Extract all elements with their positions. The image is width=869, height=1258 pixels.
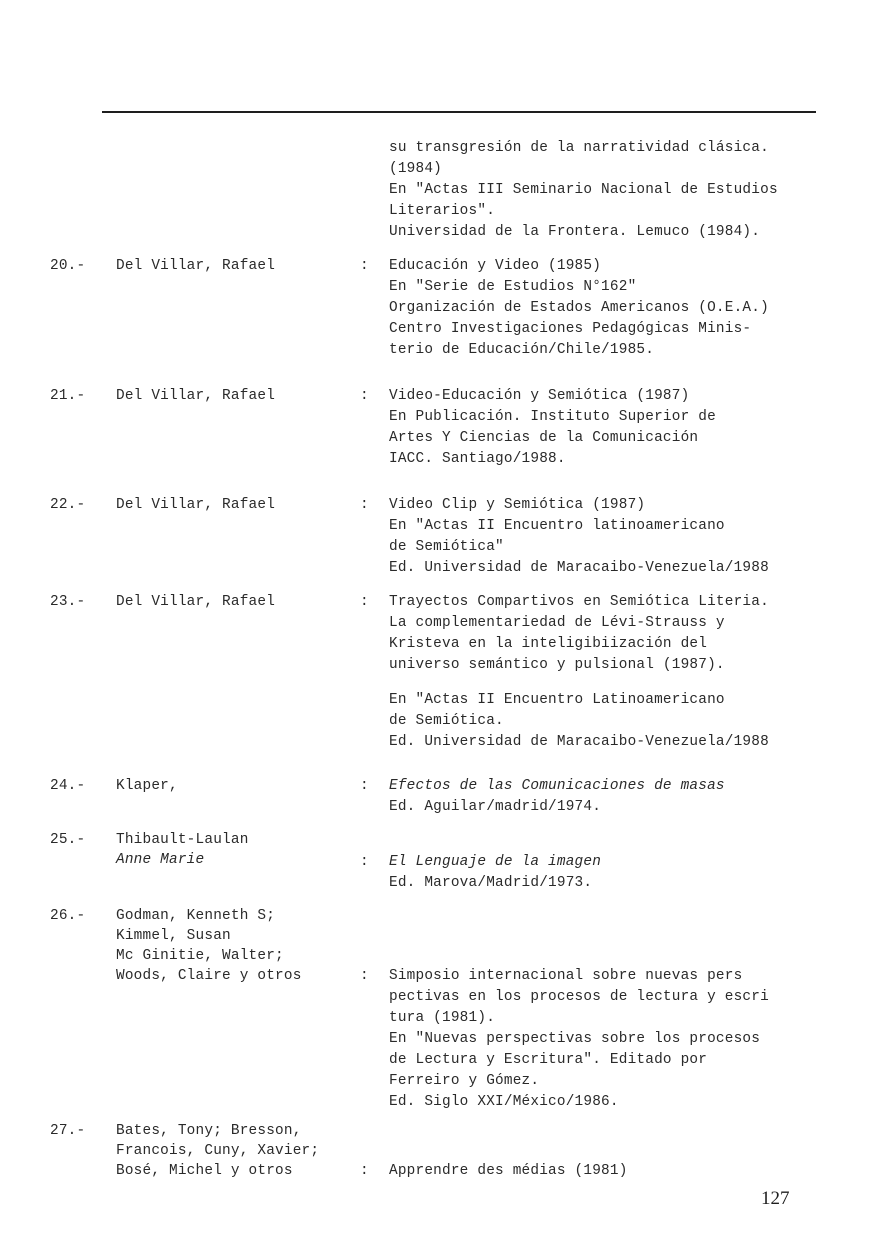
entry-line: En "Actas III Seminario Nacional de Estudios bbox=[389, 182, 778, 198]
entry-line: En "Nuevas perspectivas sobre los procesos bbox=[389, 1031, 761, 1047]
entry-title: Video-Educación y Semiótica (1987) bbox=[389, 388, 690, 404]
entry-title: Efectos de las Comunicaciones de masas bbox=[389, 778, 725, 794]
entry-number: 25.- bbox=[50, 832, 86, 848]
top-rule bbox=[102, 111, 816, 113]
entry-author: Woods, Claire y otros bbox=[116, 968, 302, 984]
entry-separator: : bbox=[360, 778, 369, 794]
entry-line: Artes Y Ciencias de la Comunicación bbox=[389, 430, 699, 446]
entry-line: Centro Investigaciones Pedagógicas Minis- bbox=[389, 321, 752, 337]
entry-line: Ed. Marova/Madrid/1973. bbox=[389, 875, 593, 891]
entry-author: Anne Marie bbox=[116, 852, 205, 868]
entry-line: Ed. Aguilar/madrid/1974. bbox=[389, 799, 602, 815]
entry-line: de Lectura y Escritura". Editado por bbox=[389, 1052, 708, 1068]
entry-author: Del Villar, Rafael bbox=[116, 594, 276, 610]
entry-line: Ferreiro y Gómez. bbox=[389, 1073, 540, 1089]
entry-line: su transgresión de la narratividad clásica. bbox=[389, 140, 769, 156]
entry-separator: : bbox=[360, 258, 369, 274]
entry-title: El Lenguaje de la imagen bbox=[389, 854, 602, 870]
entry-line: terio de Educación/Chile/1985. bbox=[389, 342, 655, 358]
entry-separator: : bbox=[360, 497, 369, 513]
entry-title: Simposio internacional sobre nuevas pers bbox=[389, 968, 743, 984]
entry-author: Mc Ginitie, Walter; bbox=[116, 948, 284, 964]
entry-line: tura (1981). bbox=[389, 1010, 496, 1026]
entry-line: Universidad de la Frontera. Lemuco (1984). bbox=[389, 224, 761, 240]
entry-author: Bosé, Michel y otros bbox=[116, 1163, 293, 1179]
entry-author: Klaper, bbox=[116, 778, 178, 794]
entry-author: Del Villar, Rafael bbox=[116, 258, 276, 274]
entry-line: Ed. Siglo XXI/México/1986. bbox=[389, 1094, 619, 1110]
entry-line: En "Serie de Estudios N°162" bbox=[389, 279, 637, 295]
entry-title: Apprendre des médias (1981) bbox=[389, 1163, 628, 1179]
entry-separator: : bbox=[360, 594, 369, 610]
entry-number: 27.- bbox=[50, 1123, 86, 1139]
entry-separator: : bbox=[360, 968, 369, 984]
entry-number: 22.- bbox=[50, 497, 86, 513]
entry-number: 23.- bbox=[50, 594, 86, 610]
entry-line: En "Actas II Encuentro Latinoamericano bbox=[389, 692, 725, 708]
entry-author: Bates, Tony; Bresson, bbox=[116, 1123, 302, 1139]
entry-line: de Semiótica. bbox=[389, 713, 504, 729]
page-number: 127 bbox=[761, 1188, 790, 1209]
entry-line: pectivas en los procesos de lectura y escri bbox=[389, 989, 769, 1005]
entry-number: 26.- bbox=[50, 908, 86, 924]
entry-separator: : bbox=[360, 1163, 369, 1179]
entry-author: Francois, Cuny, Xavier; bbox=[116, 1143, 320, 1159]
entry-line: Ed. Universidad de Maracaibo-Venezuela/1988 bbox=[389, 560, 769, 576]
entry-author: Godman, Kenneth S; bbox=[116, 908, 276, 924]
entry-line: de Semiótica" bbox=[389, 539, 504, 555]
entry-title: Video Clip y Semiótica (1987) bbox=[389, 497, 646, 513]
entry-number: 20.- bbox=[50, 258, 86, 274]
entry-line: universo semántico y pulsional (1987). bbox=[389, 657, 725, 673]
entry-line: (1984) bbox=[389, 161, 443, 177]
entry-line: La complementariedad de Lévi-Strauss y bbox=[389, 615, 725, 631]
entry-line: IACC. Santiago/1988. bbox=[389, 451, 566, 467]
entry-separator: : bbox=[360, 388, 369, 404]
entry-line: En Publicación. Instituto Superior de bbox=[389, 409, 716, 425]
entry-number: 21.- bbox=[50, 388, 86, 404]
entry-line: Literarios". bbox=[389, 203, 496, 219]
entry-author: Del Villar, Rafael bbox=[116, 388, 276, 404]
entry-number: 24.- bbox=[50, 778, 86, 794]
entry-line: Kristeva en la inteligibiización del bbox=[389, 636, 708, 652]
entry-title: Educación y Video (1985) bbox=[389, 258, 602, 274]
entry-title: Trayectos Compartivos en Semiótica Literia. bbox=[389, 594, 769, 610]
entry-author: Kimmel, Susan bbox=[116, 928, 231, 944]
entry-separator: : bbox=[360, 854, 369, 870]
entry-line: Ed. Universidad de Maracaibo-Venezuela/1988 bbox=[389, 734, 769, 750]
entry-author: Thibault-Laulan bbox=[116, 832, 249, 848]
entry-author: Del Villar, Rafael bbox=[116, 497, 276, 513]
entry-line: Organización de Estados Americanos (O.E.A.) bbox=[389, 300, 769, 316]
entry-line: En "Actas II Encuentro latinoamericano bbox=[389, 518, 725, 534]
